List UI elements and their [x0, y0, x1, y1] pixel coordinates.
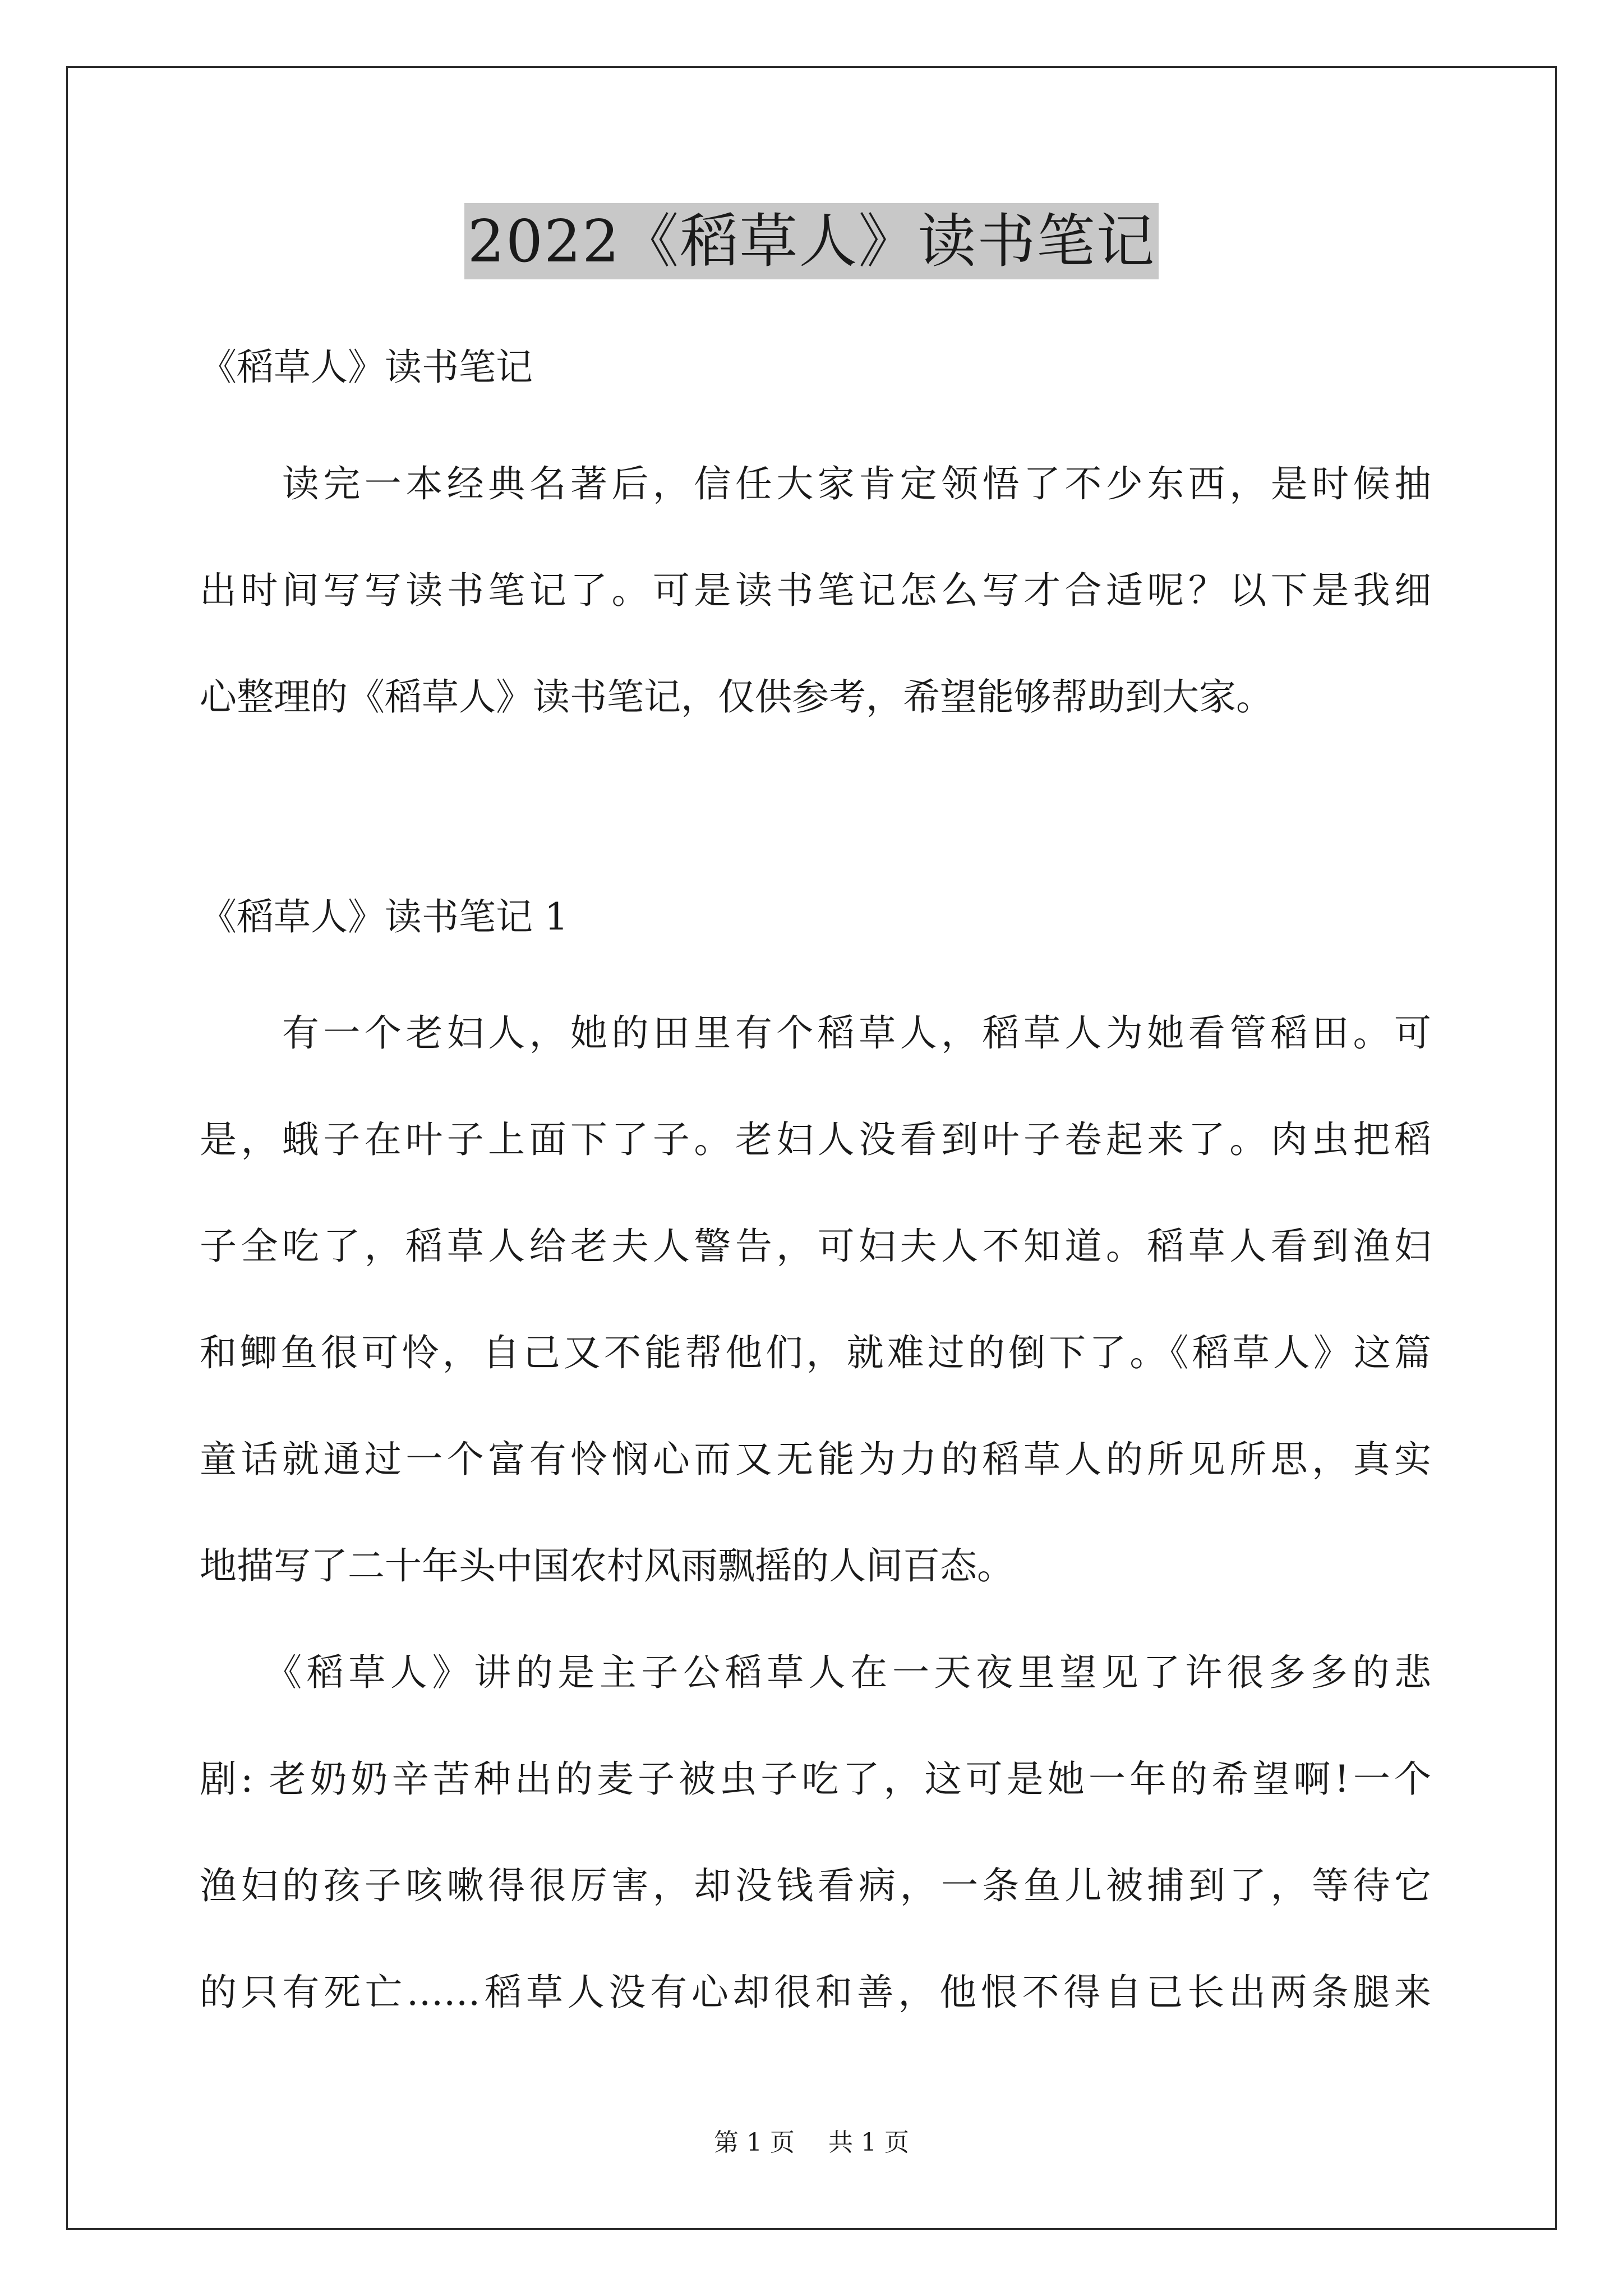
intro-line: 出时间写写读书笔记了。可是读书笔记怎么写才合适呢？以下是我细	[200, 569, 1431, 612]
paragraph-line: 有一个老妇人，她的田里有个稻草人，稻草人为她看管稻田。可	[200, 1011, 1431, 1055]
paragraph-line: 的只有死亡……稻草人没有心却很和善，他恨不得自已长出两条腿来	[200, 1971, 1431, 2014]
paragraph-line: 《稻草人》讲的是主子公稻草人在一天夜里望见了许很多多的悲	[200, 1651, 1431, 1694]
paragraph-line: 子全吃了，稻草人给老夫人警告，可妇夫人不知道。稻草人看到渔妇	[200, 1225, 1431, 1268]
paragraph-line: 地描写了二十年头中国农村风雨飘摇的人间百态。	[200, 1544, 1014, 1588]
subtitle: 《稻草人》读书笔记	[200, 346, 533, 389]
paragraph-line: 剧: 老奶奶辛苦种出的麦子被虫子吃了，这可是她一年的希望啊!一个	[200, 1757, 1431, 1801]
title-block	[0, 203, 1623, 279]
paragraph-line: 和鲫鱼很可怜，自己又不能帮他们，就难过的倒下了。《稻草人》这篇	[200, 1331, 1431, 1374]
paragraph-line: 渔妇的孩子咳嗽得很厉害，却没钱看病，一条鱼儿被捕到了，等待它	[200, 1864, 1431, 1907]
paragraph-line: 是，蛾子在叶子上面下了子。老妇人没看到叶子卷起来了。肉虫把稻	[200, 1118, 1431, 1161]
paragraph-line: 童话就通过一个富有怜悯心而又无能为力的稻草人的所见所思，真实	[200, 1438, 1431, 1481]
document-title: 2022《稻草人》读书笔记	[464, 203, 1159, 279]
page-number-total: 共 1 页	[828, 2128, 909, 2157]
intro-line: 心整理的《稻草人》读书笔记，仅供参考，希望能够帮助到大家。	[200, 675, 1273, 719]
intro-line: 读完一本经典名著后，信任大家肯定领悟了不少东西，是时候抽	[200, 462, 1431, 505]
section-heading: 《稻草人》读书笔记 1	[200, 895, 568, 938]
page-number-current: 第 1 页	[714, 2128, 795, 2157]
page-footer	[0, 2126, 1623, 2160]
